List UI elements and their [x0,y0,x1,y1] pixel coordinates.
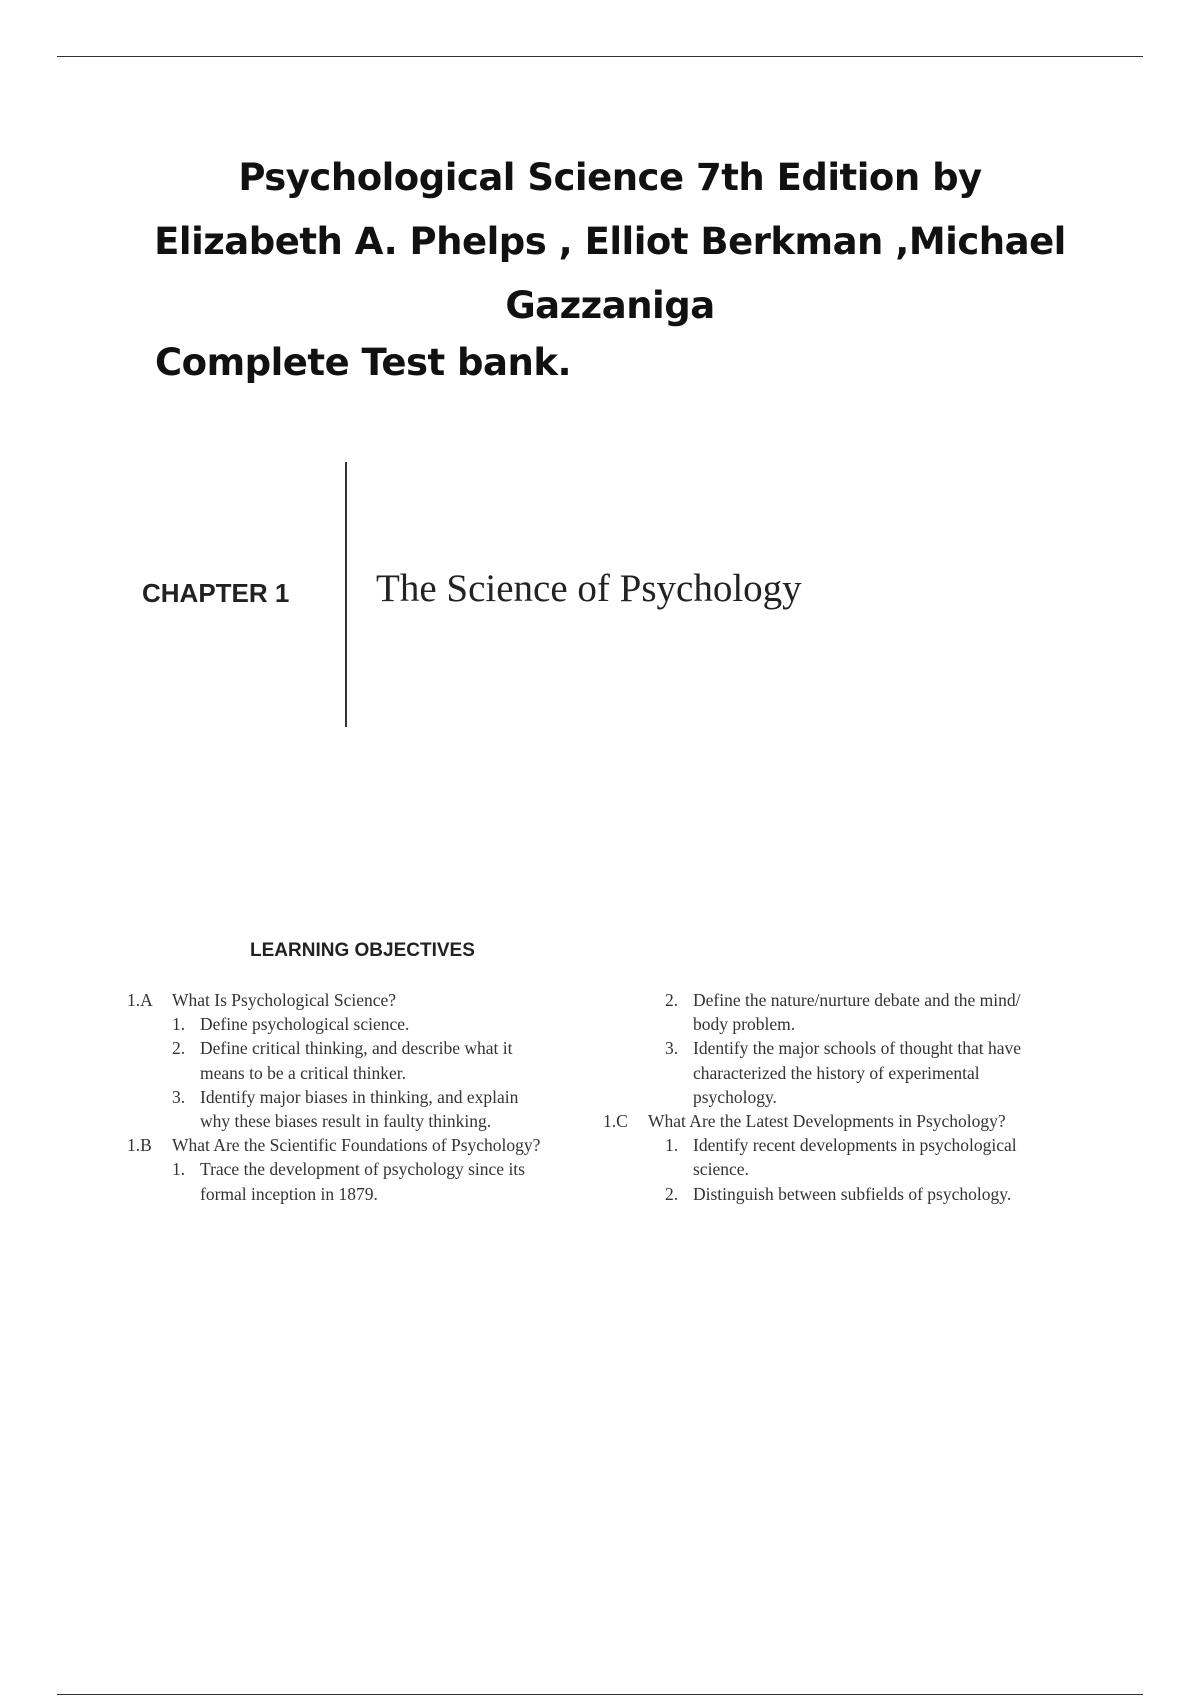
chapter-label: CHAPTER 1 [142,578,290,608]
objective-number: 1. [665,1135,679,1156]
objective-number: 3. [172,1086,186,1107]
objective-text-continued: characterized the history of experimental [693,1062,980,1083]
objective-item [127,1157,607,1205]
learning-objectives-heading: LEARNING OBJECTIVES [250,940,475,961]
section-number: 1.A [127,990,153,1010]
section-text: What Is Psychological Science? [172,990,397,1010]
section-number: 1.C [603,1111,628,1132]
section-item [127,1133,607,1157]
objectives-left-column [127,988,607,1206]
title-line-3: Gazzaniga [505,284,715,327]
objective-text-continued: body problem. [693,1014,796,1035]
objective-number: 1. [172,1014,186,1035]
objective-text: Define the nature/nurture debate and the mind/ [693,990,1021,1010]
objective-text: Identify recent developments in psychological [693,1135,1017,1156]
objectives-right-column [603,988,1108,1206]
objective-text-continued: formal inception in 1879. [200,1183,378,1204]
chapter-title: The Science of Psychology [376,567,802,610]
top-rule [57,56,1143,57]
objective-item [127,1012,607,1036]
bottom-rule [57,1694,1143,1695]
title-line-1: Psychological Science 7th Edition by [238,156,982,199]
objective-item [648,1133,1108,1181]
chapter-divider [345,462,347,727]
objective-text: Define critical thinking, and describe what it [200,1038,513,1059]
objective-text-continued-2: psychology. [693,1086,777,1107]
document-title [150,146,1070,338]
objective-text-continued: why these biases result in faulty thinking. [200,1111,492,1132]
document-subtitle: Complete Test bank. [155,341,572,384]
objective-item [648,988,1108,1036]
objective-number: 2. [172,1038,186,1059]
objective-text: Define psychological science. [200,1014,410,1035]
objective-item [648,1182,1108,1206]
objective-number: 3. [665,1038,679,1059]
title-line-2: Elizabeth A. Phelps , Elliot Berkman ,Michael [154,220,1066,263]
objective-item [648,1036,1108,1109]
section-number: 1.B [127,1135,152,1156]
objective-item [127,1036,607,1084]
objective-text-continued: means to be a critical thinker. [200,1062,407,1083]
objective-text: Identify major biases in thinking, and explain [200,1086,519,1107]
section-text: What Are the Latest Developments in Psychology? [648,1111,1006,1132]
objective-text: Identify the major schools of thought that have [693,1038,1022,1059]
objective-text-continued: science. [693,1159,749,1180]
objective-number: 1. [172,1159,186,1180]
objective-number: 2. [665,1183,679,1204]
section-item [127,988,607,1012]
objective-text: Distinguish between subfields of psychology. [693,1183,1012,1204]
objective-text: Trace the development of psychology since its [200,1159,525,1180]
section-item [603,1109,1108,1133]
section-text: What Are the Scientific Foundations of Psychology? [172,1135,541,1156]
objective-item [127,1085,607,1133]
objective-number: 2. [665,990,679,1010]
